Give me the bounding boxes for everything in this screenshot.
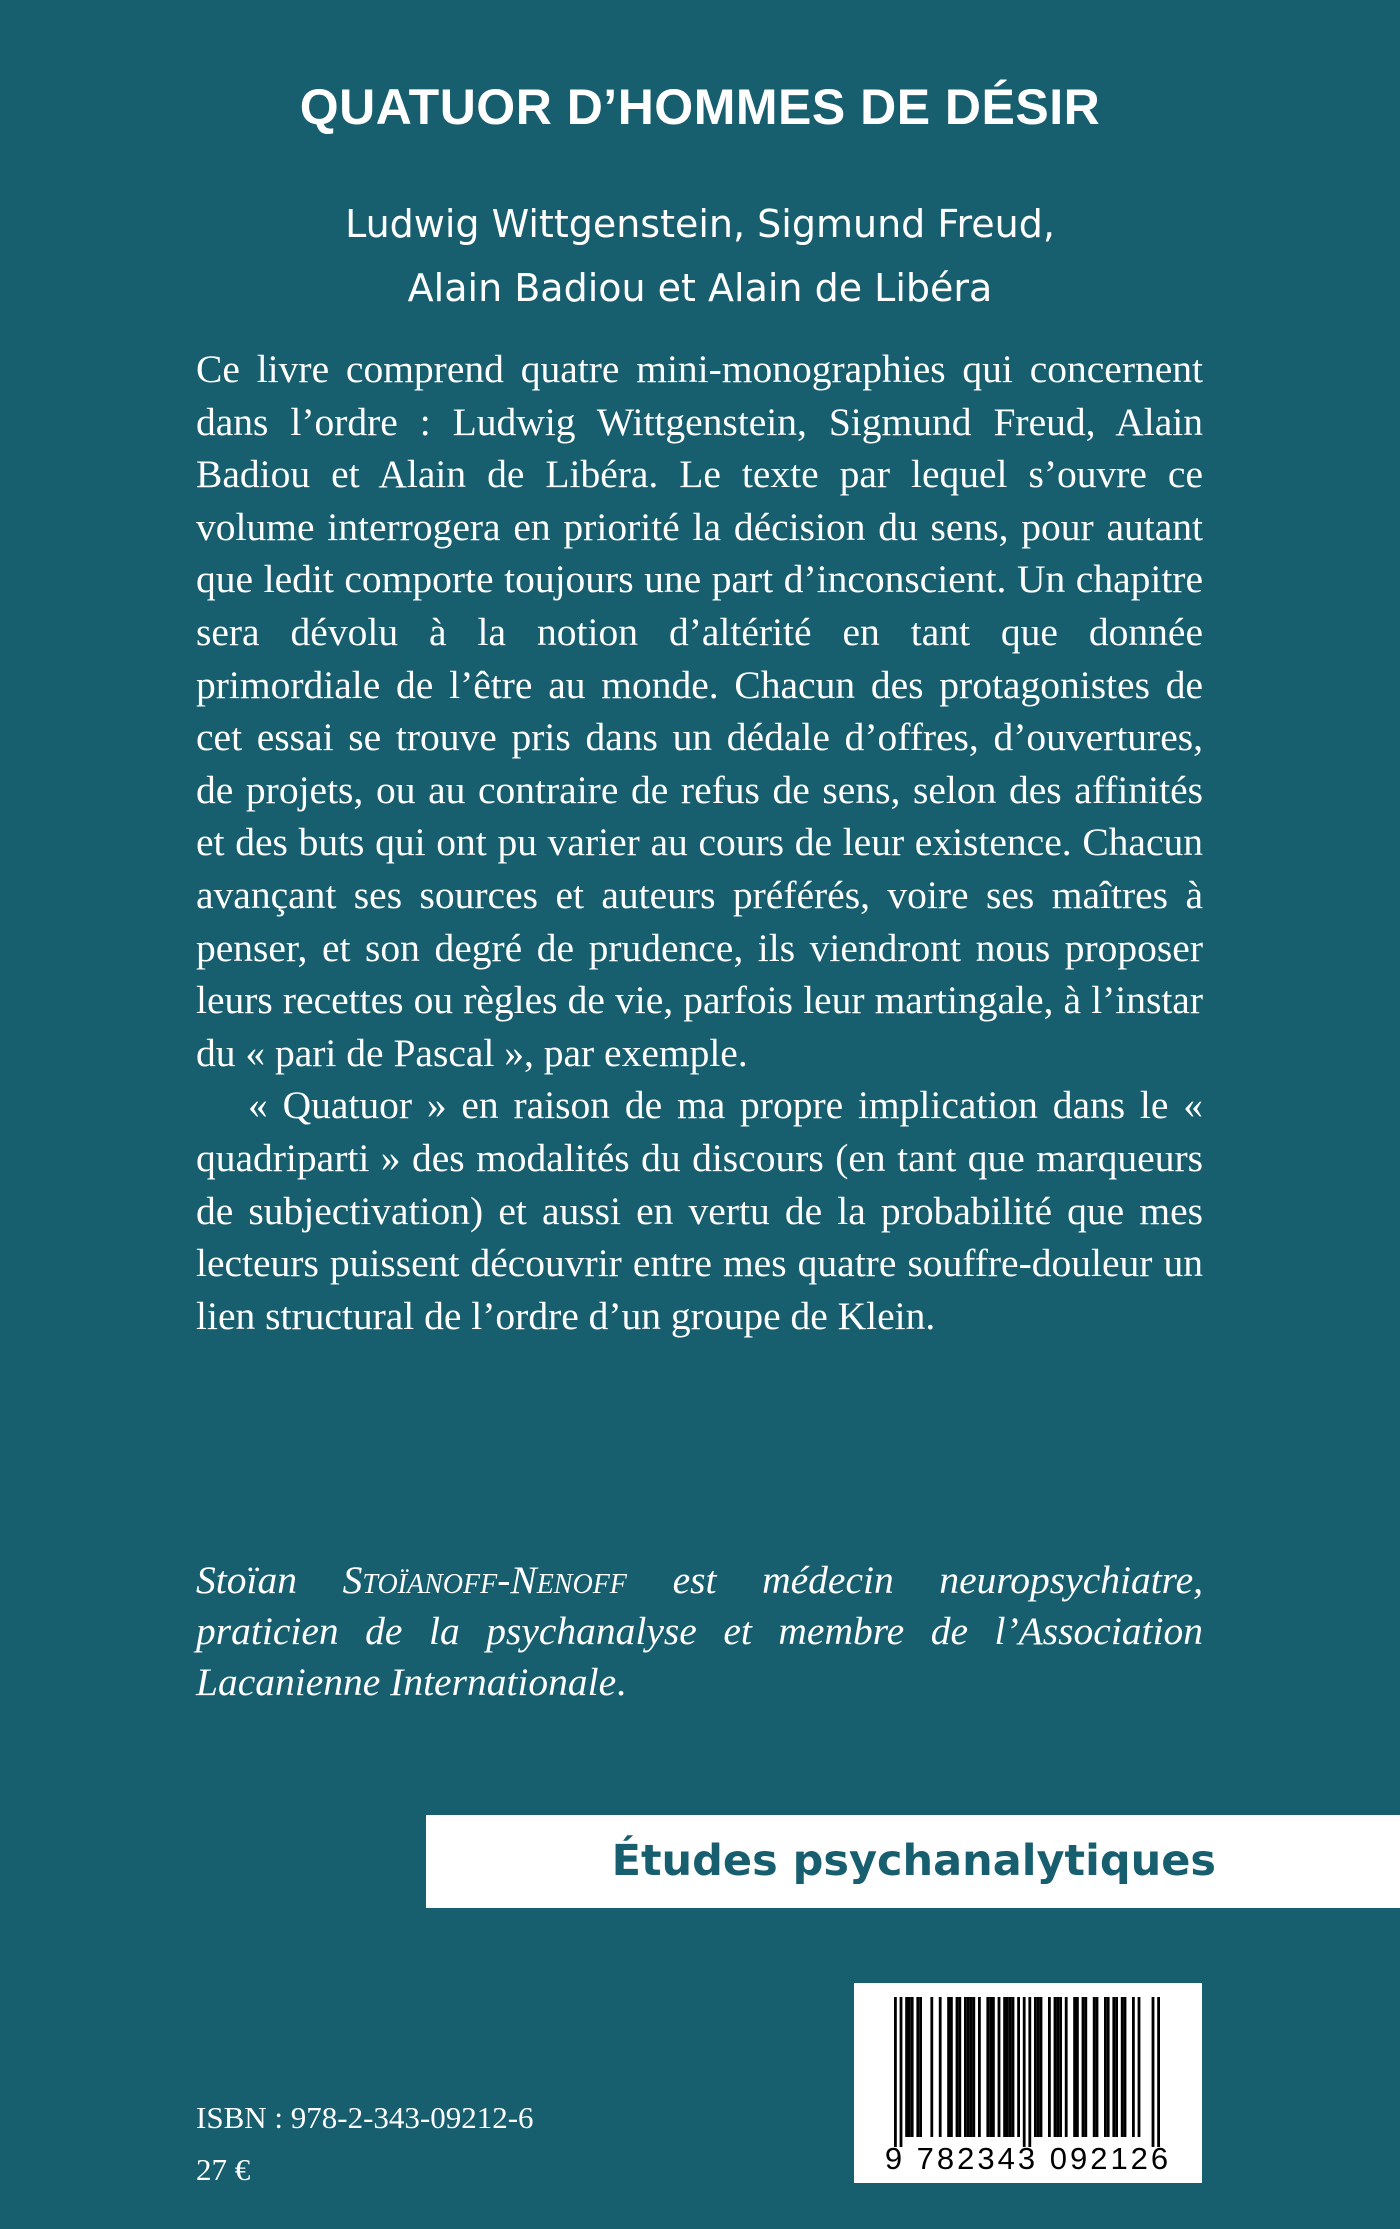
barcode-bar <box>916 1997 919 2137</box>
author-bio-text: est médecin neuropsychiatre, praticien de la psychanalyse et membre de l’ <box>196 1558 1203 1653</box>
barcode-bar <box>998 1997 1001 2137</box>
barcode-bar <box>930 1997 933 2137</box>
barcode-bar <box>1124 1997 1127 2137</box>
summary-paragraph-2: « Quatuor » en raison de ma propre implication dans le « quadriparti » des modalités du discours (en tant que marqueurs de subjectivation) et aussi en vertu de la probabilité que mes lecteurs puissent découvrir entre mes quatre souffre-douleur un lien structural de l’ordre d’un groupe de Klein. <box>196 1083 1203 1338</box>
collection-band <box>426 1815 1400 1908</box>
barcode-bar <box>908 1997 911 2137</box>
author-association: Association Lacanienne Internationale <box>196 1609 1203 1704</box>
barcode-bar <box>1034 1997 1037 2137</box>
barcode-bar <box>978 1997 981 2137</box>
barcode-bar <box>950 1997 953 2137</box>
barcode-bar <box>1132 1997 1135 2137</box>
barcode-bar <box>1028 1997 1031 2147</box>
barcode-bar <box>958 1997 961 2137</box>
author-bio-end: . <box>616 1660 627 1704</box>
barcode-bar <box>1157 1997 1160 2147</box>
barcode-bar <box>1076 1997 1079 2137</box>
barcode-bar <box>956 1997 959 2137</box>
barcode-bar <box>1059 1997 1062 2137</box>
barcode-bar <box>972 1997 975 2137</box>
barcode-icon <box>854 1983 1202 2183</box>
barcode-bar <box>1084 1997 1087 2137</box>
barcode-bar <box>939 1997 942 2137</box>
barcode-bar <box>900 1997 903 2147</box>
barcode-bar <box>1048 1997 1051 2137</box>
barcode-bar <box>1006 1997 1009 2137</box>
author-bio <box>196 1555 1203 1708</box>
barcode-bar <box>1138 1997 1141 2137</box>
barcode-bar <box>1017 1997 1020 2137</box>
barcode-bar <box>1107 1997 1110 2137</box>
author-last-name: Stoïanoff-Nenoff <box>342 1558 627 1602</box>
summary-paragraph-1: Ce livre comprend quatre mini-monographies qui concernent dans l’ordre : Ludwig Wittgenstein, Sigmund Freud, Alain Badiou et Alain de Libéra. Le texte par lequel s’ouvre ce volume interrogera en priorité la décision du sens, pour autant que ledit comporte toujours une part d’inconscient. Un chapitre sera dévolu à la notion d’altérité en tant que donnée primordiale de l’être au monde. Chacun des protagonistes de cet essai se trouve pris dans un dédale d’offres, d’ouvertures, de projets, ou au contraire de refus de sens, selon des affinités et des buts qui ont pu varier au cours de leur existence. Chacun avançant ses sources et auteurs préférés, voire ses maîtres à penser, et son degré de prudence, ils viendront nous proposer leurs recettes ou règles de vie, parfois leur martingale, à l’instar du « pari de Pascal », par exemple. <box>196 347 1203 1075</box>
barcode-bar <box>1152 1997 1155 2147</box>
barcode-bar <box>1056 1997 1059 2137</box>
barcode-bar <box>1115 1997 1118 2137</box>
subtitle-line-1: Ludwig Wittgenstein, Sigmund Freud, <box>345 202 1055 246</box>
book-title: QUATUOR D’HOMMES DE DÉSIR <box>299 79 1101 135</box>
barcode-bar <box>911 1997 914 2137</box>
barcode-bar <box>919 1997 922 2137</box>
barcode-bar <box>1037 1997 1040 2137</box>
barcode-bar <box>947 1997 950 2137</box>
barcode-bar <box>967 1997 970 2137</box>
isbn: ISBN : 978-2-343-09212-6 <box>196 2100 534 2135</box>
barcode-bar <box>1093 1997 1096 2137</box>
barcode-digits: 9 782343 092126 <box>884 2141 1172 2176</box>
collection-name: Études psychanalytiques <box>611 1836 1216 1886</box>
barcode-bar <box>1082 1997 1085 2137</box>
barcode-bar <box>1065 1997 1068 2137</box>
barcode-bar <box>1104 1997 1107 2137</box>
barcode-bar <box>992 1997 995 2137</box>
barcode-bar <box>1040 1997 1043 2137</box>
price: 27 € <box>196 2152 251 2187</box>
barcode-bar <box>964 1997 967 2137</box>
barcode-bar <box>986 1997 989 2137</box>
barcode <box>854 1983 1202 2183</box>
barcode-bar <box>1096 1997 1099 2137</box>
barcode-bar <box>1023 1997 1026 2147</box>
barcode-bar <box>1054 1997 1057 2137</box>
author-first-name: Stoïan <box>196 1558 297 1602</box>
subtitle-line-2: Alain Badiou et Alain de Libéra <box>407 266 993 310</box>
barcode-bar <box>1121 1997 1124 2137</box>
barcode-bar <box>970 1997 973 2137</box>
barcode-bar <box>1073 1997 1076 2137</box>
barcode-bar <box>989 1997 992 2137</box>
barcode-bar <box>905 1997 908 2137</box>
barcode-bar <box>1003 1997 1006 2137</box>
summary-text <box>196 343 1203 1342</box>
barcode-bar <box>894 1997 897 2147</box>
barcode-bar <box>1012 1997 1015 2137</box>
barcode-bar <box>1112 1997 1115 2137</box>
barcode-bar <box>1009 1997 1012 2137</box>
